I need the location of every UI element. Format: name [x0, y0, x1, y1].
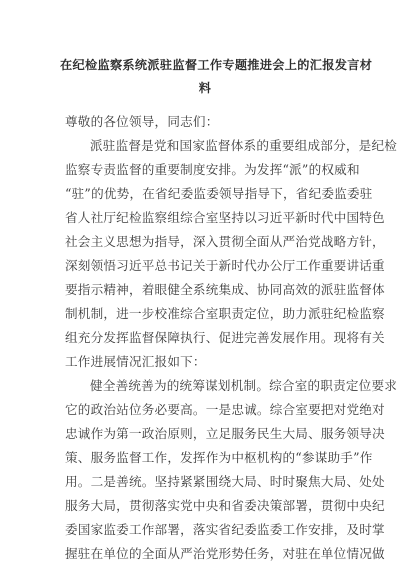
- paragraph-line: 它的政治站位务必要高。一是忠诚。综合室要把对党绝对: [65, 402, 385, 417]
- paragraph-line: 策、服务监督工作，发挥作为中枢机构的“参谋助手”作: [65, 450, 373, 465]
- paragraph-line: 忠诚作为第一政治原则，立足服务民生大局、服务领导决: [65, 426, 385, 441]
- paragraph-line: 监察专责监督的重要制度安排。为发挥“派”的权威和: [65, 162, 360, 177]
- document-title-line-2: 料: [198, 81, 212, 95]
- paragraph-line: 用。二是善统。坚持紧紧围绕大局、时时聚焦大局、处处: [65, 474, 385, 489]
- salutation: 尊敬的各位领导，同志们：: [65, 114, 219, 129]
- paragraph-line: 派驻监督是党和国家监督体系的重要组成部分，是纪检: [90, 138, 398, 153]
- paragraph-line: 健全善统善为的统筹谋划机制。综合室的职责定位要求: [90, 378, 398, 393]
- paragraph-line: “驻”的优势，在省纪委监委领导指导下，省纪委监委驻: [65, 186, 373, 201]
- paragraph-line: 省人社厅纪检监察组综合室坚持以习近平新时代中国特色: [65, 210, 385, 225]
- paragraph-line: 制机制，进一步校准综合室职责定位，助力派驻纪检监察: [65, 306, 385, 321]
- document-title-line-1: 在纪检监察系统派驻监督工作专题推进会上的汇报发言材: [60, 58, 373, 72]
- paragraph-line: 委国家监委工作部署，落实省纪委监委工作安排，及时掌: [65, 522, 385, 537]
- paragraph-line: 组充分发挥监督保障执行、促进完善发展作用。现将有关: [65, 330, 385, 345]
- paragraph-line: 要指示精神，着眼健全系统集成、协同高效的派驻监督体: [65, 282, 385, 297]
- paragraph-line: 握驻在单位的全面从严治党形势任务，对驻在单位情况做: [65, 546, 385, 561]
- paragraph-line: 深刻领悟习近平总书记关于新时代办公厅工作重要讲话重: [65, 258, 385, 273]
- paragraph-line: 服务大局，贯彻落实党中央和省委决策部署，贯彻中央纪: [65, 498, 385, 513]
- paragraph-line: 工作进展情况汇报如下：: [65, 354, 206, 369]
- paragraph-line: 社会主义思想为指导，深入贯彻全面从严治党战略方针，: [65, 234, 385, 249]
